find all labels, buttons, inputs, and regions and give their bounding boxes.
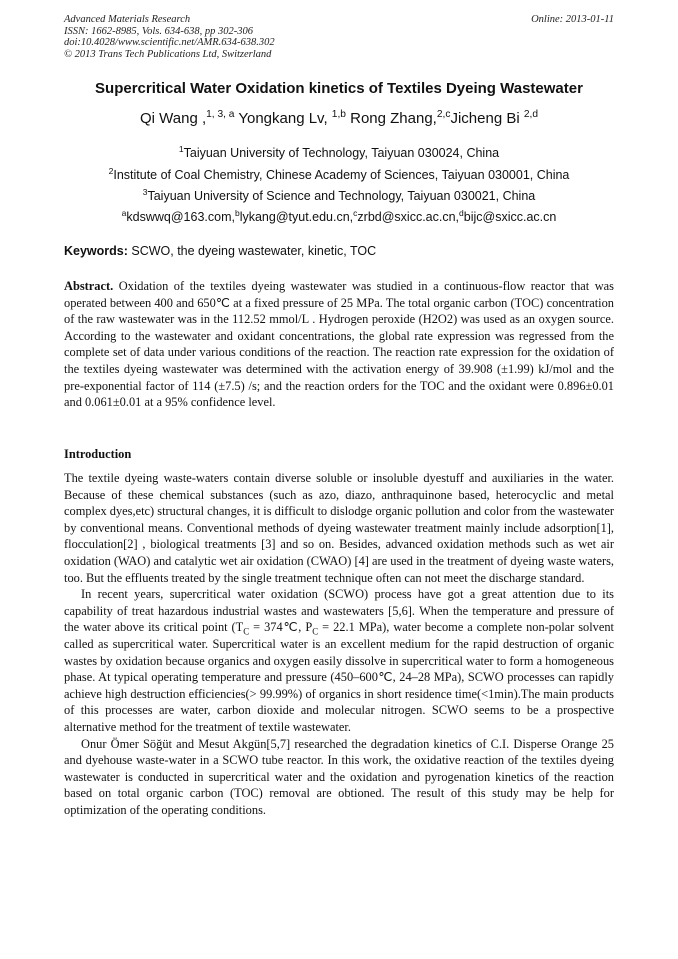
section-heading-introduction: Introduction: [64, 447, 132, 461]
affiliation-marker: 3: [142, 186, 148, 197]
author-list: [0, 110, 678, 127]
affiliation-marker: 1: [178, 143, 184, 154]
paragraph: [64, 586, 614, 735]
paragraph-text: In recent years, supercritical water oxidation (SCWO) process have got a great attention due to its capability of treat hazardous industrial wastes and wastewaters [5,6]. When the temperature and pressure of the water above its critical point (T: [64, 587, 614, 635]
affiliation: [0, 143, 678, 160]
journal-name: Advanced Materials Research: [64, 14, 191, 25]
author-name: Rong Zhang,: [345, 110, 437, 127]
email-list: [0, 207, 678, 224]
email-marker: c: [353, 207, 358, 218]
email-link[interactable]: lykang@tyut.edu.cn,: [239, 210, 354, 224]
copyright-line: © 2013 Trans Tech Publications Ltd, Switzerland: [64, 48, 272, 60]
issn-line: ISSN: 1662-8985, Vols. 634-638, pp 302-306: [64, 25, 253, 37]
journal-header: [64, 14, 614, 60]
keywords-line: [64, 244, 614, 258]
paper-title: Supercritical Water Oxidation kinetics of Textiles Dyeing Wastewater: [95, 80, 583, 97]
paragraph-text: = 374℃, P: [249, 620, 313, 635]
paragraph-text: = 22.1 MPa), water become a complete non-polar solvent called as supercritical water. Supercritical water is an excellent medium for the rapid destruction of organic wastes by oxidation because organics and oxygen easily dissolve in supercritical water to form a homogeneous phase. At typical operating temperature and pressure (450–600℃, 24–28 MPa), SCWO processes can rapidly achieve high destruction efficiencies(> 99.99%) of organics in short residence time(<1min).The main products of this processes are water, carbon dioxide and molecular nitrogen. SCWO seems to be a prospective alternative method for the treatment of textile wastewater.: [64, 620, 615, 734]
paragraph: The textile dyeing waste-waters contain diverse soluble or insoluble dyestuff and auxiliaries in the water. Because of these chemical substances (such as azo, diazo, anthraquinone based, heterocyclic and metal complex dyes,etc) structural changes, it is difficult to dislodge organic pollution and color from the wastewater by conventional means. Conventional methods of dyeing wastewater treatment mainly include adsorption[1], flocculation[2] , biological treatments [3] and so on. Besides, advanced oxidation methods such as wet air oxidation (WAO) and catalytic wet air oxidation (CWAO) [4] are used in the treatment of dyeing waste waters, too. But the effluents treated by the single treatment technique often can not meet the discharge standard.: [64, 471, 614, 585]
subscript: C: [312, 626, 319, 637]
affiliation: [0, 186, 678, 203]
abstract: [64, 278, 614, 411]
affiliation-marker: 2: [108, 165, 114, 176]
keywords-text: SCWO, the dyeing wastewater, kinetic, TOC: [127, 244, 377, 258]
affiliation-text: Institute of Coal Chemistry, Chinese Academy of Sciences, Taiyuan 030001, China: [113, 168, 570, 182]
author-name: Yongkang Lv,: [234, 110, 332, 127]
author-affiliation-marker: 2,d: [523, 109, 538, 120]
online-date: Online: 2013-01-11: [531, 14, 614, 25]
abstract-text: Oxidation of the textiles dyeing wastewater was studied in a continuous-flow reactor that was operated between 400 and 650℃ at a fixed pressure of 25 MPa. The total organic carbon (TOC) concentration of the raw wastewater was in the 112.52 mmol/L . Hydrogen peroxide (H2O2) was used as an oxygen source. According to the wastewater and oxidant concentrations, the global rate expression was regressed from the complete set of data under various conditions of the reaction. The reaction rate expression for the oxidation of the textiles dyeing wastewater was determined with the activation energy of 39.908 (±1.99) kJ/mol and the pre-exponential factor of 114 (±7.5) /s; and the reaction orders for the TOC and the oxidant were 0.896±0.01 and 0.061±0.01 at a 95% confidence level.: [64, 279, 614, 410]
affiliation-text: Taiyuan University of Technology, Taiyuan 030024, China: [183, 146, 500, 160]
affiliation-text: Taiyuan University of Science and Technology, Taiyuan 030021, China: [147, 189, 536, 203]
affiliation: [0, 165, 678, 182]
author-name: Jicheng Bi: [450, 110, 524, 127]
email-marker: d: [459, 207, 464, 218]
author-affiliation-marker: 2,c: [436, 109, 451, 120]
keywords-label: Keywords:: [64, 244, 128, 258]
paragraph: Onur Ömer Söğüt and Mesut Akgün[5,7] researched the degradation kinetics of C.I. Disperse Orange 25 and dyehouse waste-water in a SCWO tube reactor. In this work, the oxidative reaction of the textiles dyeing wastewater is conducted in supercritical water and the oxidation and pyrogenation kinetics of the reaction based on total organic carbon (TOC) removal are obtioned. The result of this study may be help for optimization of the operating conditions.: [64, 736, 614, 817]
subscript: C: [243, 626, 250, 637]
email-link[interactable]: bijc@sxicc.ac.cn: [463, 210, 557, 224]
author-affiliation-marker: 1,b: [331, 109, 346, 120]
author-name: Qi Wang ,: [140, 110, 207, 127]
email-marker: a: [121, 207, 127, 218]
doi-line: doi:10.4028/www.scientific.net/AMR.634-638.302: [64, 37, 275, 48]
introduction-body: [64, 470, 614, 818]
email-link[interactable]: kdswwq@163.com,: [126, 210, 235, 224]
abstract-label: Abstract.: [64, 279, 114, 293]
email-link[interactable]: zrbd@sxicc.ac.cn,: [357, 210, 460, 224]
email-marker: b: [234, 207, 240, 218]
author-affiliation-marker: 1, 3, a: [206, 109, 235, 120]
